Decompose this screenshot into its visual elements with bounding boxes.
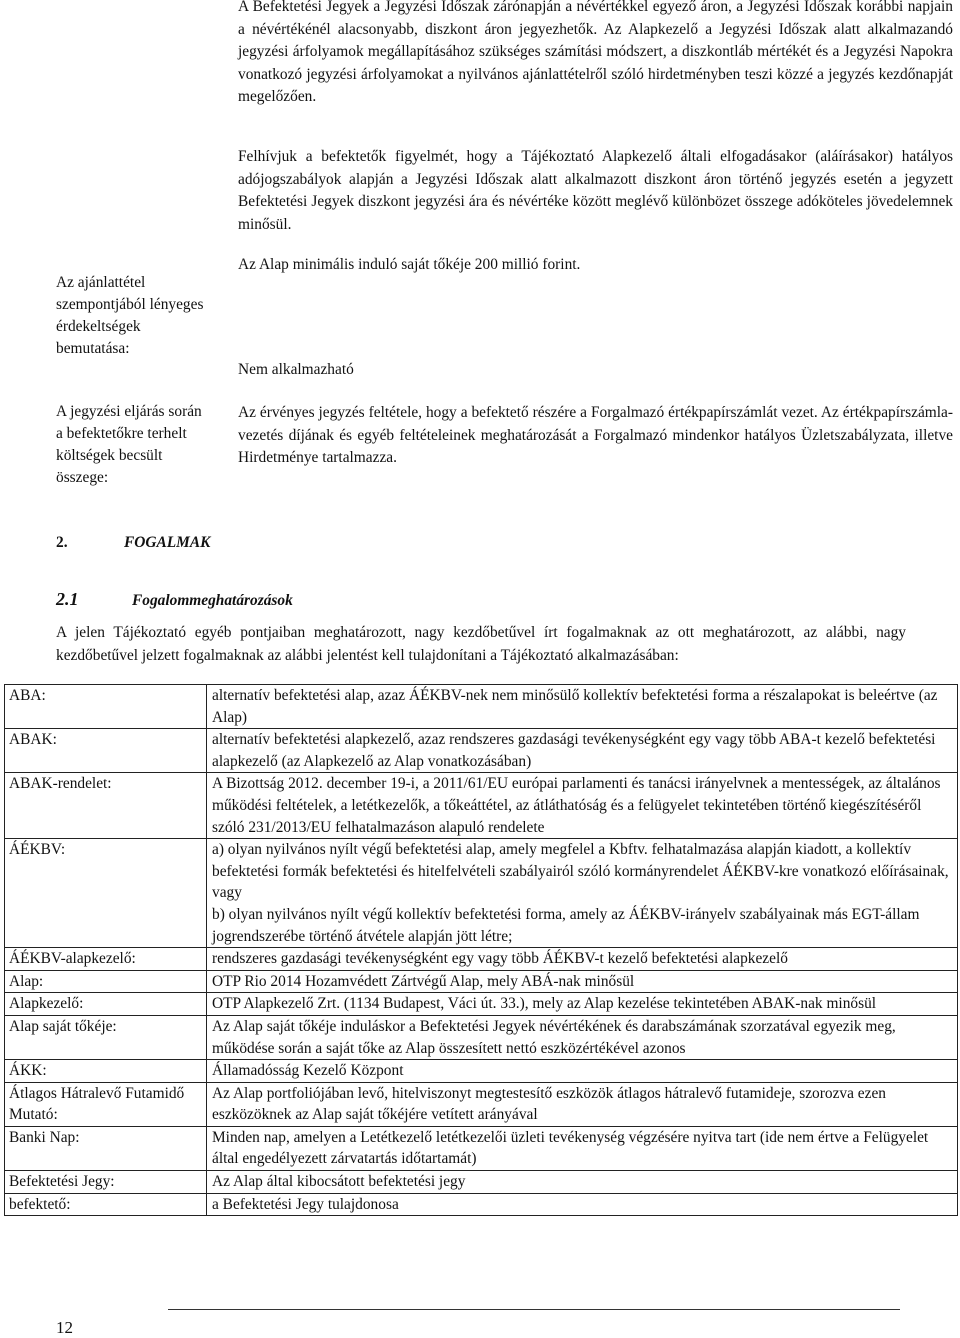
definition-term: Alap:	[5, 970, 207, 993]
definition-term: ABA:	[5, 685, 207, 729]
definition-text-part: alternatív befektetési alap, azaz ÁÉKBV-nek nem minősülő kollektív befektetési forma a részalapokat is beleértve (az Alap)	[212, 687, 938, 726]
definition-text	[207, 729, 958, 773]
definition-text-part: a Befektetési Jegy tulajdonosa	[212, 1195, 399, 1213]
definition-text-part: Államadósság Kezelő Központ	[212, 1062, 404, 1080]
definition-text	[207, 1193, 958, 1216]
costs-value: Az érvényes jegyzés feltétele, hogy a befektető részére a Forgalmazó értékpapírszámlát vezet. Az értékpapírszámla-vezetés díjának és egyéb feltételeinek meghatározását a Forgalmazó mindenkor hatályos Üzletszabályzata, illetve Hirdetménye tartalmazza.	[238, 404, 953, 467]
subsection-number: 2.1	[56, 589, 79, 609]
definition-text-part: A Bizottság 2012. december 19-i, a 2011/61/EU európai parlamenti és tanácsi irányelvnek a mentességek, az általános működési feltételek, a letétkezelők, a tőkeáttétel, az átláthatóság és a felügyelet tekintetében történő kiegészítéséről szóló 231/2013/EU felhatalmazáson alapuló rendelete	[212, 775, 941, 836]
definition-text-part: a) olyan nyilvános nyílt végű befektetési alap, amely megfelel a Kbftv. felhatalmazása alapján kiadott, a kollektív befektetési formák befektetési és hitelfelvételi szabályairól szóló kormányrendelet ÁÉKBV-kre vonatkozó előírásainak, vagy	[212, 841, 949, 902]
definition-row	[5, 1015, 958, 1059]
definition-text	[207, 839, 958, 948]
definition-row	[5, 773, 958, 839]
interests-label: Az ajánlattétel szempontjából lényeges érdekeltségek bemutatása:	[56, 274, 204, 357]
definition-term: Átlagos Hátralevő Futamidő Mutató:	[5, 1082, 207, 1126]
definition-row	[5, 970, 958, 993]
definition-text	[207, 993, 958, 1016]
definitions-intro: A jelen Tájékoztató egyéb pontjaiban meghatározott, nagy kezdőbetűvel írt fogalmaknak az ott meghatározott, az alábbi, nagy kezdőbetűvel jelzett fogalmaknak az alábbi jelentést kell tulajdonítani a Tájékoztató alkalmazásában:	[56, 624, 906, 664]
definition-text-part: Az Alap által kibocsátott befektetési jegy	[212, 1173, 466, 1191]
intro-paragraph: A Befektetési Jegyek a Jegyzési Időszak zárónapján a névértékkel egyező áron, a Jegyzési Időszak korábbi napjain a névértékénél alacsonyabb, diszkont áron jegyezhetők. Az Alapkezelő a Jegyzési Időszak alatt alkalmazandó jegyzési árfolyamok megállapításához szükséges számítási módszert, a diszkontláb mértékét és a Jegyzési Napokra vonatkozó jegyzési árfolyamokat a nyilvános ajánlattételről szóló hirdetményben teszi közzé a jegyzés kezdőnapját megelőzően.	[238, 0, 953, 106]
definition-row	[5, 1171, 958, 1194]
definition-row	[5, 993, 958, 1016]
definition-row	[5, 685, 958, 729]
definition-row	[5, 1082, 958, 1126]
definition-term: ÁÉKBV-alapkezelő:	[5, 948, 207, 971]
definition-term: ABAK:	[5, 729, 207, 773]
definition-text-part: alternatív befektetési alapkezelő, azaz rendszeres gazdasági tevékenységként egy vagy több ABA-t kezelő befektetési alapkezelő (az Alapkezelő az Alap vonatkozásában)	[212, 731, 936, 770]
definition-text-part: Az Alap saját tőkéje induláskor a Befektetési Jegyek névértékének és darabszámának szorzatával egyezik meg, működése során a saját tőke az Alap összesített nettó eszközértékével azonos	[212, 1017, 896, 1057]
tax-paragraph: Felhívjuk a befektetők figyelmét, hogy a Tájékoztató Alapkezelő általi elfogadásakor (aláírásakor) hatályos adójogszabályok alapján a Jegyzési Időszak alatt alkalmazott diszkont áron történő jegyzés esetén a jegyzett Befektetési Jegyek diszkont jegyzési ára és névértéke között meglévő különbözet összege adóköteles jövedelemnek minősül.	[238, 148, 953, 233]
costs-label: A jegyzési eljárás során a befektetőkre terhelt költségek becsült összege:	[56, 403, 202, 486]
definition-text-part: Az Alap portfoliójában levő, hitelviszonyt megtestesítő eszközök átlagos hátralevő futamideje, szorozva ezen eszközöknek az Alap saját tőkéjére vetített arányával	[212, 1084, 886, 1124]
definition-text-part: b) olyan nyilvános nyílt végű kollektív befektetési forma, amely az ÁÉKBV-irányelv szabályainak más EGT-állam jogrendszerébe történő átvétele alapján jött létre;	[212, 905, 920, 945]
page-number: 12	[56, 1318, 73, 1337]
definition-text	[207, 685, 958, 729]
definition-text	[207, 1171, 958, 1194]
definition-row	[5, 1193, 958, 1216]
section-number: 2.	[56, 534, 68, 551]
definition-text	[207, 1015, 958, 1059]
definition-text	[207, 1060, 958, 1083]
definition-text	[207, 970, 958, 993]
definition-text	[207, 1082, 958, 1126]
definition-text-part: OTP Rio 2014 Hozamvédett Zártvégű Alap, mely ABÁ-nak minősül	[212, 972, 635, 990]
definition-text	[207, 948, 958, 971]
definition-term: Befektetési Jegy:	[5, 1171, 207, 1194]
definition-row	[5, 1126, 958, 1170]
definition-row	[5, 1060, 958, 1083]
definition-term: Alap saját tőkéje:	[5, 1015, 207, 1059]
interests-value: Nem alkalmazható	[238, 361, 354, 378]
section-title: FOGALMAK	[124, 534, 211, 551]
definitions-table	[4, 684, 958, 1216]
definition-row	[5, 948, 958, 971]
definition-row	[5, 729, 958, 773]
definition-term: ÁKK:	[5, 1060, 207, 1083]
definition-term: ÁÉKBV:	[5, 839, 207, 948]
definition-term: ABAK-rendelet:	[5, 773, 207, 839]
definition-text-part: OTP Alapkezelő Zrt. (1134 Budapest, Váci út. 33.), mely az Alap kezelése tekintetében ABAK-nak minősül	[212, 995, 877, 1013]
definition-term: Banki Nap:	[5, 1126, 207, 1170]
definition-text	[207, 1126, 958, 1170]
definition-row	[5, 839, 958, 948]
subsection-title: Fogalommeghatározások	[132, 592, 293, 609]
min-capital-text: Az Alap minimális induló saját tőkéje 200 millió forint.	[238, 256, 581, 273]
definition-text	[207, 773, 958, 839]
definition-text-part: rendszeres gazdasági tevékenységként egy vagy több ÁÉKBV-t kezelő befektetési alapkezelő	[212, 950, 788, 968]
definition-term: befektető:	[5, 1193, 207, 1216]
definition-term: Alapkezelő:	[5, 993, 207, 1016]
footer-rule	[168, 1309, 900, 1310]
definition-text-part: Minden nap, amelyen a Letétkezelő letétkezelői üzleti tevékenység végzésére nyitva tart (ide nem értve a Felügyelet által engedélyezett zárvatartás időtartamát)	[212, 1128, 929, 1168]
